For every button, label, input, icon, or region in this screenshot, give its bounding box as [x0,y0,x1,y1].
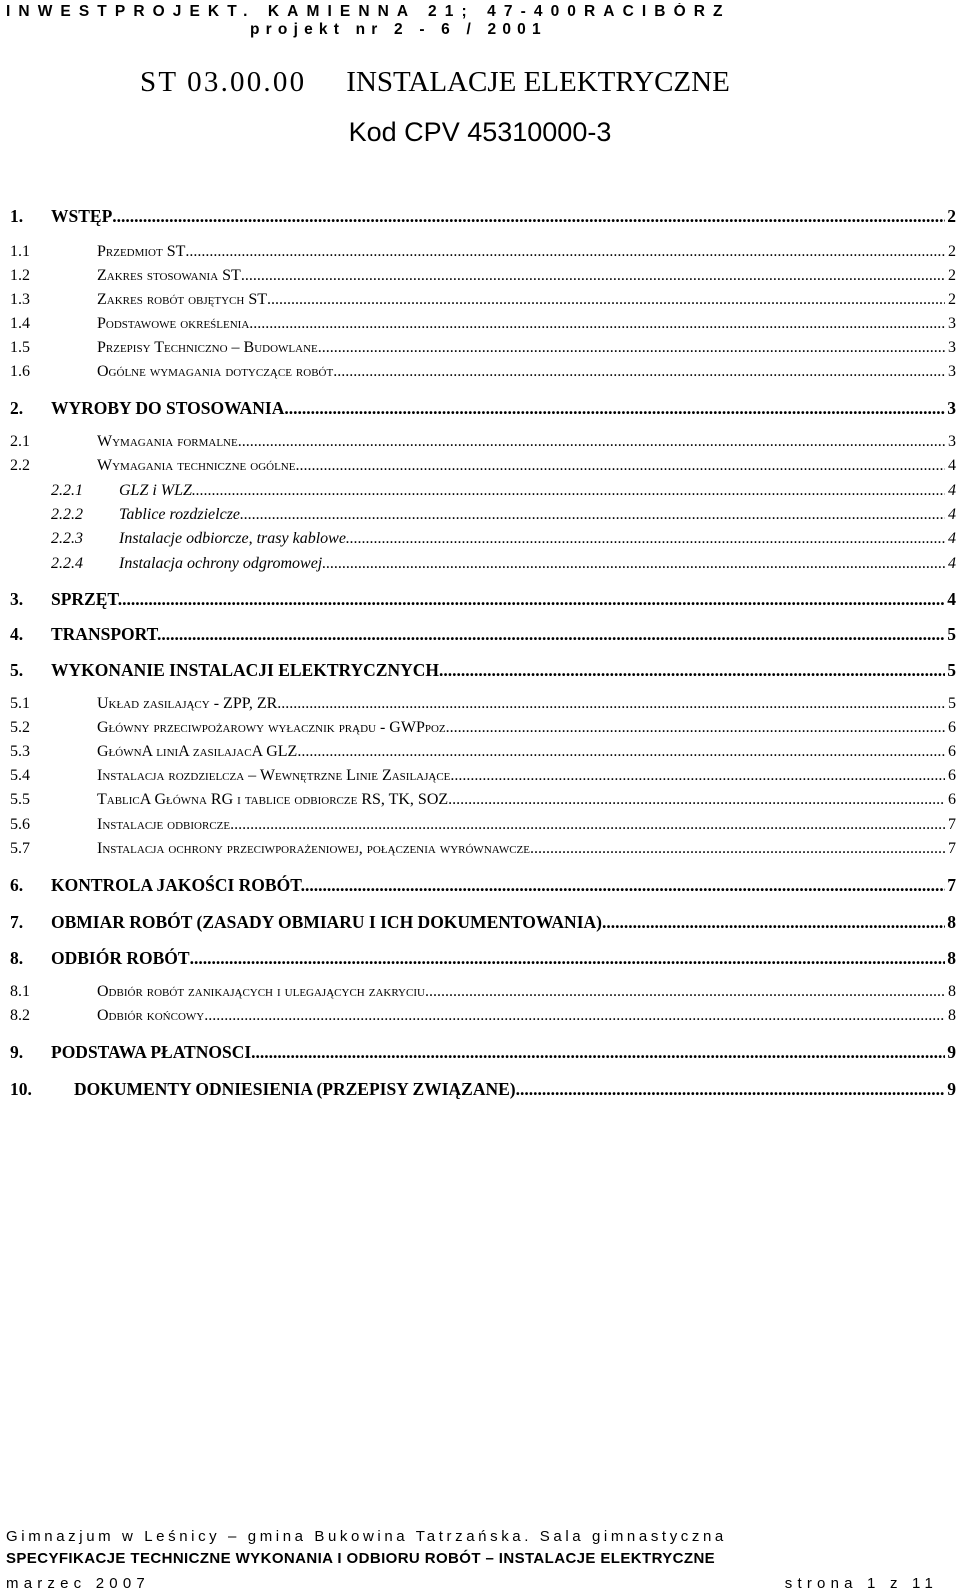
toc-entry-title: Odbiór robót zanikających i ulegających zakryciu. [97,983,429,1000]
toc-leader-dots [516,1079,945,1100]
toc-entry-page: 3 [948,433,956,450]
toc-entry-title: Zakres stosowania ST [97,267,241,284]
toc-entry-title: SPRZĘT. [51,589,123,609]
toc-entry-page: 2 [948,267,956,284]
toc-entry[interactable] [10,948,956,970]
toc-entry-title: TablicA Główna RG i tablice odbiorcze RS, TK, SOZ [97,791,449,808]
toc-entry[interactable] [10,624,956,646]
toc-entry-title: GłównA liniA zasilajacA GLZ [97,743,298,760]
toc-entry-page: 6 [948,719,956,736]
toc-entry-page: 8 [948,983,956,1000]
footer-page-number: strona 1 z 11 [784,1575,938,1592]
toc-entry[interactable] [10,291,956,313]
toc-leader-dots [277,695,945,713]
toc-entry-page: 2 [947,206,956,226]
toc-entry-title: KONTROLA JAKOŚCI ROBÓT. [51,875,305,895]
toc-entry[interactable] [10,457,956,479]
toc-entry-number: 1. [10,206,24,226]
toc-leader-dots [439,660,945,681]
toc-entry-title: Wymagania techniczne ogólne [97,457,296,474]
spec-code: ST 03.00.00 [140,66,307,98]
toc-entry-number: 8. [10,948,24,968]
toc-entry[interactable] [10,339,956,361]
toc-entry[interactable] [10,816,956,838]
toc-entry-number: 1.5 [10,339,30,356]
toc-entry-page: 3 [948,363,956,380]
toc-entry[interactable] [10,875,956,897]
toc-entry-number: 9. [10,1042,24,1062]
header-project-number: projekt nr 2 - 6 / 2001 [250,21,547,38]
toc-leader-dots [240,506,945,524]
toc-entry-number: 1.6 [10,363,30,380]
toc-entry-title: Przepisy Techniczno – Budowlane [97,339,318,356]
toc-entry-page: 2 [948,291,956,308]
toc-entry-number: 10. [10,1079,32,1099]
toc-entry-number: 7. [10,912,24,932]
header-address: INWESTPROJEKT. KAMIENNA 21; 47-400RACIBÓRZ [6,3,731,20]
toc-entry-title: WYKONANIE INSTALACJI ELEKTRYCZNYCH [51,660,440,680]
toc-leader-dots [192,482,945,500]
toc-entry[interactable] [10,1079,956,1101]
toc-leader-dots [295,457,945,475]
toc-entry-page: 9 [947,1042,956,1062]
toc-entry-title: Instalacja ochrony przeciwporażeniowej, połączenia wyrównawcze [97,840,530,857]
toc-entry-number: 1.4 [10,315,30,332]
toc-leader-dots [446,719,945,737]
toc-leader-dots [249,315,945,333]
toc-entry[interactable] [10,743,956,765]
toc-leader-dots [185,243,945,261]
toc-entry-number: 2.2.3 [51,530,83,547]
toc-entry-number: 5.5 [10,791,30,808]
toc-entry-title: Instalacje odbiorcze [97,816,231,833]
toc-entry-number: 2.2.2 [51,506,83,523]
toc-entry-page: 4 [948,530,956,547]
toc-entry-title: Tablice rozdzielcze [119,506,241,523]
toc-entry-title: Instalacja ochrony odgromowej [119,555,323,572]
toc-entry-page: 5 [948,695,956,712]
toc-entry-title: WSTĘP [51,206,113,226]
toc-entry-title: Układ zasilający - ZPP, ZR [97,695,278,712]
toc-entry-number: 2.1 [10,433,30,450]
toc-leader-dots [429,983,945,1001]
toc-leader-dots [448,791,945,809]
toc-entry-number: 1.2 [10,267,30,284]
toc-leader-dots [241,267,945,285]
toc-entry[interactable] [10,695,956,717]
toc-entry-page: 4 [948,506,956,523]
toc-entry-title: ODBIÓR ROBÓT [51,948,190,968]
toc-leader-dots [190,948,945,969]
toc-entry-number: 8.1 [10,983,30,1000]
toc-entry-number: 5.2 [10,719,30,736]
toc-leader-dots [112,206,945,227]
toc-entry-page: 7 [947,875,956,895]
toc-entry[interactable] [10,719,956,741]
toc-entry-page: 8 [947,912,956,932]
toc-entry[interactable] [10,589,956,611]
toc-leader-dots [161,624,945,645]
toc-leader-dots [346,530,945,548]
toc-entry-title: TRANSPORT. [51,624,162,644]
toc-entry-page: 3 [948,315,956,332]
toc-entry-number: 5.3 [10,743,30,760]
toc-leader-dots [122,589,945,610]
toc-entry[interactable] [10,433,956,455]
toc-entry-page: 6 [948,791,956,808]
toc-entry-page: 3 [947,398,956,418]
toc-entry-number: 5. [10,660,24,680]
footer-spec-title: SPECYFIKACJE TECHNICZNE WYKONANIA I ODBIORU ROBÓT – INSTALACJE ELEKTRYCZNE [6,1550,716,1567]
toc-entry-title: Instalacja rozdzielcza – Wewnętrzne Linie Zasilające [97,767,451,784]
toc-entry-title: DOKUMENTY ODNIESIENIA (PRZEPISY ZWIĄZANE) [74,1079,516,1099]
toc-leader-dots [322,555,945,573]
toc-entry-number: 8.2 [10,1007,30,1024]
toc-entry[interactable] [10,243,956,265]
toc-entry[interactable] [10,506,956,528]
toc-entry-page: 6 [948,767,956,784]
toc-entry-number: 6. [10,875,24,895]
toc-entry-page: 6 [948,743,956,760]
toc-entry-page: 8 [948,1007,956,1024]
toc-entry-number: 5.1 [10,695,30,712]
toc-entry-title: WYROBY DO STOSOWANIA [51,398,285,418]
toc-entry[interactable] [10,791,956,813]
toc-entry-number: 2.2.1 [51,482,83,499]
toc-entry[interactable] [10,767,956,789]
toc-entry-title: OBMIAR ROBÓT (ZASADY OBMIARU I ICH DOKUMENTOWANIA) [51,912,602,932]
toc-entry[interactable] [10,1007,956,1029]
toc-entry-number: 2.2.4 [51,555,83,572]
toc-entry-title: Główny przeciwpożarowy wyłacznik prądu - GWPpoz [97,719,446,736]
toc-entry[interactable] [10,530,956,552]
toc-entry-number: 1.1 [10,243,30,260]
toc-entry[interactable] [10,1042,956,1064]
toc-entry[interactable] [10,660,956,682]
toc-entry-page: 4 [947,589,956,609]
toc-entry-page: 8 [947,948,956,968]
toc-entry-number: 5.7 [10,840,30,857]
toc-leader-dots [530,840,945,858]
toc-entry-title: Podstawowe określenia [97,315,250,332]
toc-entry-page: 7 [948,840,956,857]
toc-leader-dots [333,363,945,381]
toc-entry[interactable] [10,482,956,504]
toc-leader-dots [251,1042,945,1063]
toc-entry-title: PODSTAWA PŁATNOSCI [51,1042,252,1062]
toc-entry-page: 7 [948,816,956,833]
toc-entry-page: 9 [947,1079,956,1099]
footer-project-name: Gimnazjum w Leśnicy – gmina Bukowina Tatrzańska. Sala gimnastyczna [6,1528,727,1545]
toc-entry[interactable] [10,840,956,862]
toc-entry-number: 2. [10,398,24,418]
toc-entry[interactable] [10,398,956,420]
spec-name: INSTALACJE ELEKTRYCZNE [346,66,730,98]
toc-entry-number: 3. [10,589,24,609]
toc-entry-title: GLZ i WLZ [119,482,192,499]
toc-entry-page: 3 [948,339,956,356]
cpv-code: Kod CPV 45310000-3 [348,117,612,147]
toc-leader-dots [450,767,945,785]
toc-leader-dots [297,743,945,761]
toc-entry-number: 1.3 [10,291,30,308]
footer-date: marzec 2007 [6,1575,150,1592]
toc-entry-number: 5.4 [10,767,30,784]
toc-entry-page: 5 [947,624,956,644]
toc-entry[interactable] [10,363,956,385]
toc-entry-title: Wymagania formalne [97,433,238,450]
toc-entry-title: Ogólne wymagania dotyczące robót [97,363,334,380]
toc-entry-page: 4 [948,482,956,499]
toc-entry-title: Odbiór końcowy [97,1007,205,1024]
toc-entry[interactable] [10,983,956,1005]
toc-entry-number: 5.6 [10,816,30,833]
toc-leader-dots [318,339,945,357]
toc-leader-dots [602,912,945,933]
toc-entry-page: 5 [947,660,956,680]
toc-leader-dots [305,875,945,896]
toc-entry[interactable] [10,912,956,934]
toc-entry[interactable] [10,555,956,577]
toc-entry-page: 4 [948,457,956,474]
toc-leader-dots [204,1007,945,1025]
toc-leader-dots [267,291,945,309]
toc-entry[interactable] [10,315,956,337]
toc-entry-page: 2 [948,243,956,260]
toc-entry-title: Instalacje odbiorcze, trasy kablowe [119,530,346,547]
toc-entry-title: Przedmiot ST [97,243,186,260]
toc-entry-number: 2.2 [10,457,30,474]
toc-entry-title: Zakres robót objętych ST [97,291,268,308]
toc-leader-dots [238,433,945,451]
toc-leader-dots [230,816,945,834]
toc-entry-number: 4. [10,624,24,644]
toc-entry[interactable] [10,267,956,289]
toc-entry[interactable] [10,206,956,228]
toc-leader-dots [284,398,945,419]
toc-entry-page: 4 [948,555,956,572]
